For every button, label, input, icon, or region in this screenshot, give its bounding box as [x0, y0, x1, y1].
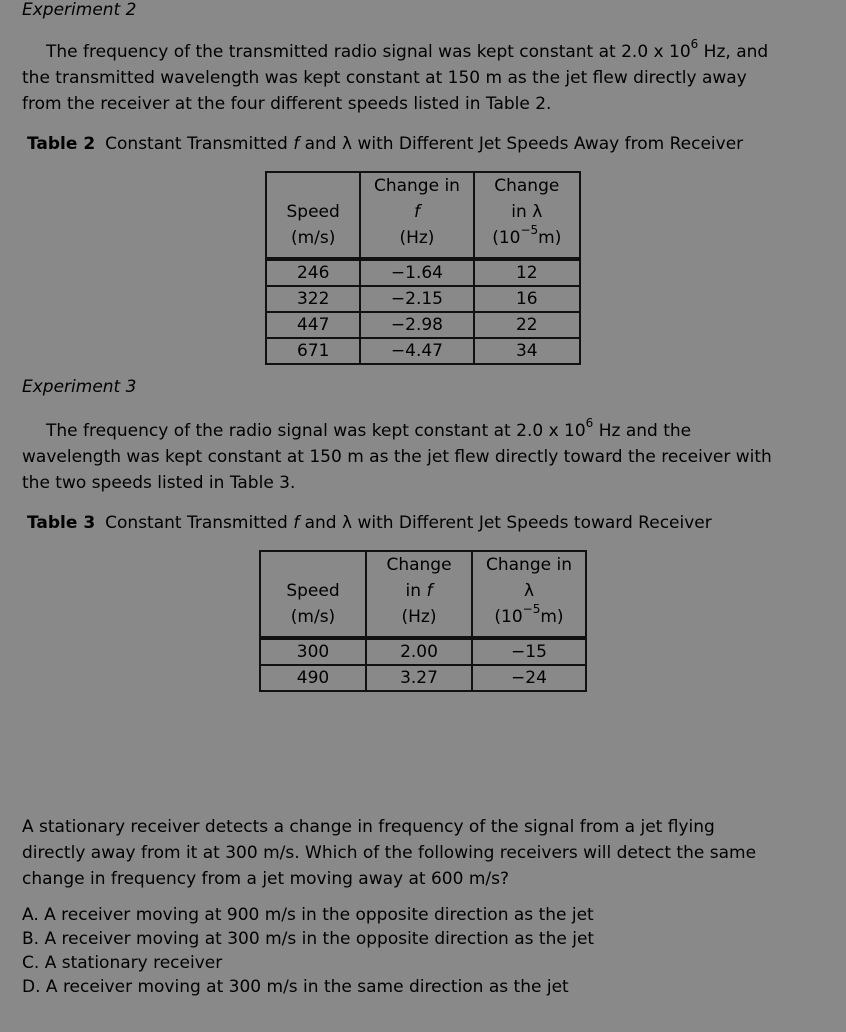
- paragraph-line: Hz, and: [698, 42, 769, 62]
- option-letter: D.: [22, 977, 41, 997]
- header-change-wavelength: Change in λ $(10^{-5}m)$: [474, 172, 580, 259]
- option-letter: B.: [22, 929, 40, 949]
- paragraph-line: Hz and the: [593, 421, 692, 441]
- table-row: [266, 259, 580, 286]
- table-3: [259, 550, 587, 692]
- option-letter: C.: [22, 953, 40, 973]
- header-change-wavelength: Change in λ $(10^{-5}m)$: [472, 551, 586, 638]
- experiment-3-title: Experiment 3: [22, 377, 137, 397]
- table-row: [260, 665, 586, 691]
- answer-option-a[interactable]: [22, 903, 837, 927]
- table-row: [260, 638, 586, 665]
- paragraph-line: from the receiver at the four different speeds listed in Table 2.: [22, 94, 552, 114]
- question-line: A stationary receiver detects a change in frequency of the signal from a jet flying: [22, 817, 715, 837]
- frequency-cell: −2.15: [360, 286, 473, 312]
- table-row: [266, 312, 580, 338]
- exponent: 6: [585, 416, 594, 431]
- table-3-caption: [27, 513, 712, 533]
- caption-text: and λ with Different Jet Speeds Away from Receiver: [299, 134, 744, 154]
- answer-option-b[interactable]: [22, 927, 837, 951]
- header-speed: Speed (m/s): [266, 172, 360, 259]
- option-text: A receiver moving at 900 m/s in the opposite direction as the jet: [44, 905, 594, 925]
- option-text: A receiver moving at 300 m/s in the opposite direction as the jet: [44, 929, 595, 949]
- caption-text: and λ with Different Jet Speeds toward Receiver: [299, 513, 712, 533]
- experiment-2-paragraph: [22, 39, 837, 117]
- experiment-2-title: Experiment 2: [22, 0, 137, 20]
- caption-text: Constant Transmitted: [105, 134, 294, 154]
- frequency-cell: 2.00: [366, 638, 472, 665]
- table-header-row: [260, 551, 586, 638]
- paragraph-line: the transmitted wavelength was kept constant at 150 m as the jet flew directly away: [22, 68, 747, 88]
- caption-variable: f: [293, 513, 300, 533]
- question-stem: [22, 814, 837, 892]
- option-letter: A.: [22, 905, 39, 925]
- exponent: 6: [690, 37, 699, 52]
- header-change-frequency: Change in f (Hz): [360, 172, 473, 259]
- paragraph-line: The frequency of the transmitted radio signal was kept constant at 2.0 x 10: [46, 42, 691, 62]
- speed-cell: 671: [266, 338, 360, 364]
- paragraph-line: the two speeds listed in Table 3.: [22, 473, 296, 493]
- answer-options: [22, 903, 837, 999]
- speed-cell: 447: [266, 312, 360, 338]
- answer-option-d[interactable]: [22, 975, 837, 999]
- wavelength-cell: 12: [474, 259, 580, 286]
- caption-text: Constant Transmitted: [105, 513, 294, 533]
- header-change-frequency: Change in f (Hz): [366, 551, 472, 638]
- question-line: directly away from it at 300 m/s. Which of the following receivers will detect the same: [22, 843, 757, 863]
- table-2-caption: [27, 134, 743, 154]
- paragraph-line: The frequency of the radio signal was kept constant at 2.0 x 10: [46, 421, 586, 441]
- wavelength-cell: −15: [472, 638, 586, 665]
- table-2: [265, 171, 581, 365]
- table-row: [266, 338, 580, 364]
- frequency-cell: 3.27: [366, 665, 472, 691]
- caption-variable: f: [293, 134, 300, 154]
- table-3-label: Table 3: [27, 513, 96, 533]
- option-text: A stationary receiver: [44, 953, 223, 973]
- wavelength-cell: 22: [474, 312, 580, 338]
- speed-cell: 246: [266, 259, 360, 286]
- table-row: [266, 286, 580, 312]
- paragraph-line: wavelength was kept constant at 150 m as the jet flew directly toward the receiver with: [22, 447, 772, 467]
- table-header-row: [266, 172, 580, 259]
- speed-cell: 322: [266, 286, 360, 312]
- wavelength-cell: 16: [474, 286, 580, 312]
- speed-cell: 300: [260, 638, 366, 665]
- answer-option-c[interactable]: [22, 951, 837, 975]
- wavelength-cell: −24: [472, 665, 586, 691]
- wavelength-cell: 34: [474, 338, 580, 364]
- frequency-cell: −1.64: [360, 259, 473, 286]
- header-speed: Speed (m/s): [260, 551, 366, 638]
- speed-cell: 490: [260, 665, 366, 691]
- experiment-3-paragraph: [22, 418, 837, 496]
- frequency-cell: −4.47: [360, 338, 473, 364]
- option-text: A receiver moving at 300 m/s in the same direction as the jet: [45, 977, 569, 997]
- question-line: change in frequency from a jet moving away at 600 m/s?: [22, 869, 509, 889]
- table-2-label: Table 2: [27, 134, 96, 154]
- frequency-cell: −2.98: [360, 312, 473, 338]
